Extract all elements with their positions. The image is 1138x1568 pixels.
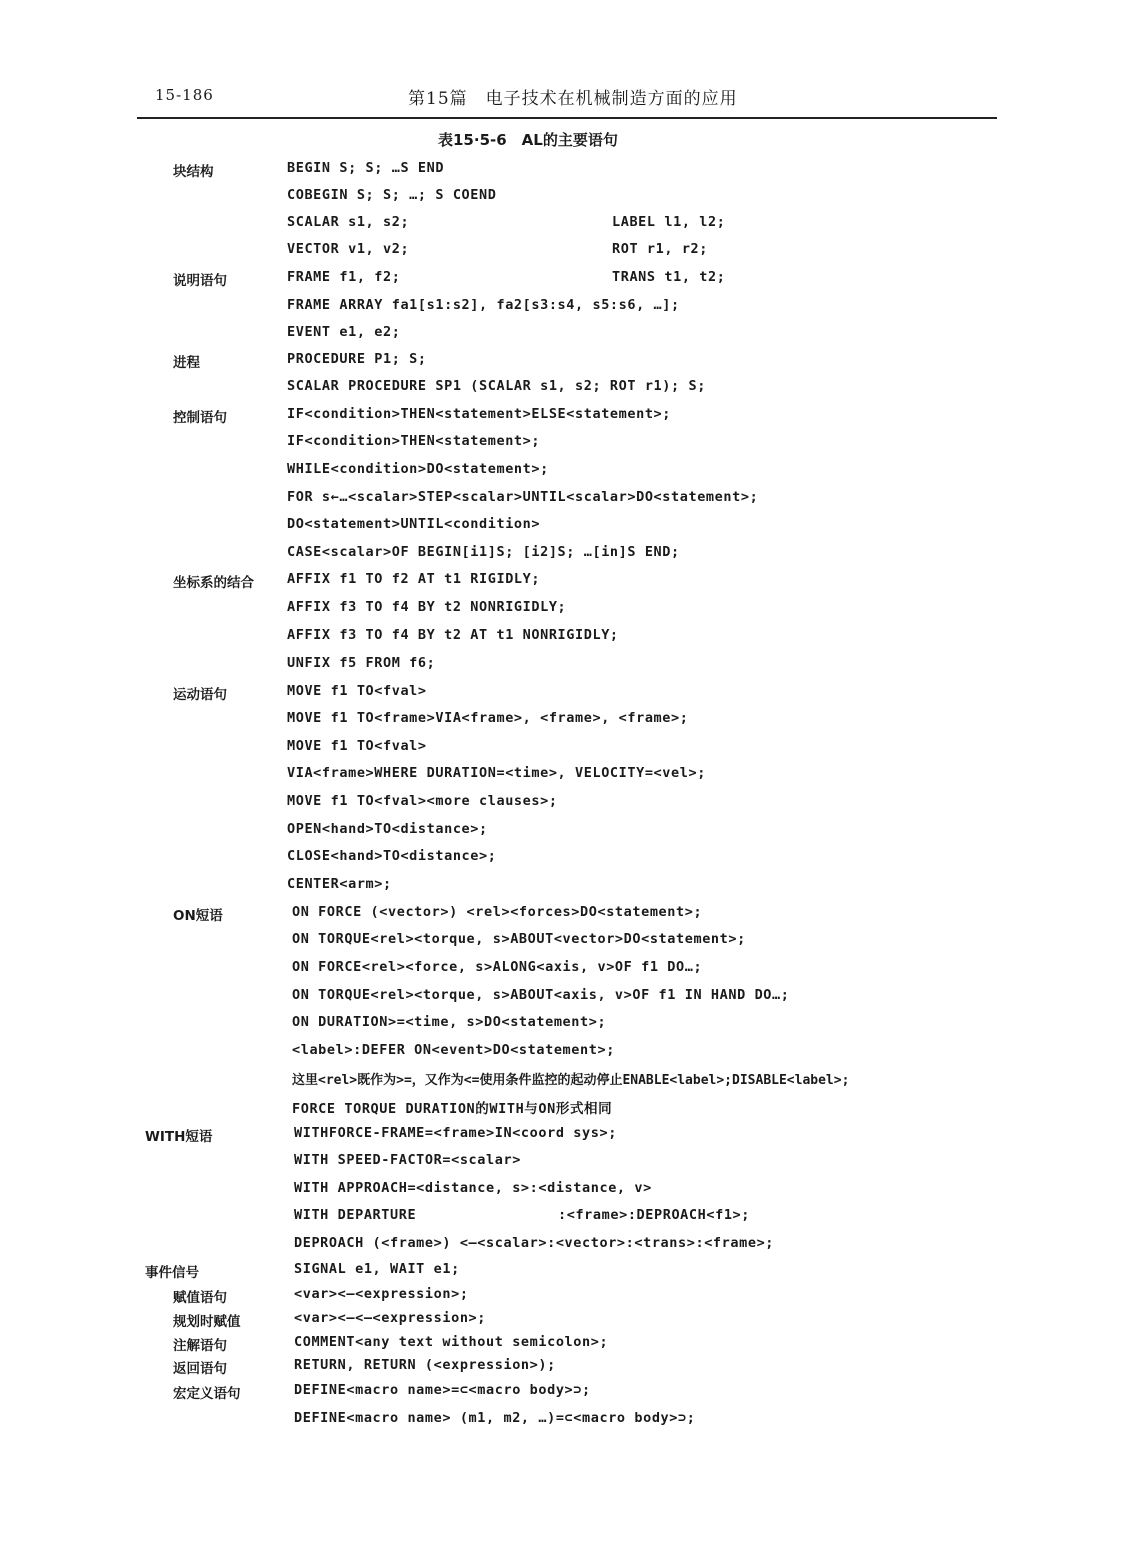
row-code: IF<condition>THEN<statement>;	[287, 433, 541, 449]
row-code: VIA<frame>WHERE DURATION=<time>, VELOCITY=<vel>;	[287, 765, 706, 781]
row-code: ON TORQUE<rel><torque, s>ABOUT<vector>DO<statement>;	[292, 931, 746, 947]
table-row	[0, 1382, 1138, 1404]
row-label: 说明语句	[173, 273, 227, 289]
table-row	[0, 848, 1138, 870]
row-label: 控制语句	[173, 410, 227, 426]
row-code: DO<statement>UNTIL<condition>	[287, 516, 541, 532]
table-row	[0, 1261, 1138, 1283]
row-code: WHILE<condition>DO<statement>;	[287, 461, 549, 477]
row-code: FRAME ARRAY fa1[s1:s2], fa2[s3:s4, s5:s6, …];	[287, 297, 680, 313]
row-code: WITH APPROACH=<distance, s>:<distance, v>	[294, 1180, 652, 1196]
table-row	[0, 160, 1138, 182]
table-row	[0, 1097, 1138, 1119]
row-label: 注解语句	[173, 1338, 227, 1354]
row-code: BEGIN S; S; …S END	[287, 160, 445, 176]
row-code: UNFIX f5 FROM f6;	[287, 655, 436, 671]
table-row	[0, 544, 1138, 566]
row-code: VECTOR v1, v2;	[287, 241, 410, 257]
row-code: COMMENT<any text without semicolon>;	[294, 1334, 609, 1350]
table-row	[0, 351, 1138, 373]
row-code: CENTER<arm>;	[287, 876, 392, 892]
row-label: 返回语句	[173, 1361, 227, 1377]
row-code: MOVE f1 TO<fval>	[287, 738, 427, 754]
row-label: 坐标系的结合	[173, 575, 254, 591]
table-row	[0, 214, 1138, 236]
table-row	[0, 765, 1138, 787]
table-row	[0, 433, 1138, 455]
row-code: 这里<rel>既作为>=，又作为<=使用条件监控的起动停止ENABLE<label>;DISABLE<label>;	[292, 1073, 850, 1088]
row-code: AFFIX f3 TO f4 BY t2 NONRIGIDLY;	[287, 599, 567, 615]
table-row	[0, 876, 1138, 898]
row-code: PROCEDURE P1; S;	[287, 351, 427, 367]
row-code: SCALAR s1, s2;	[287, 214, 410, 230]
table-row	[0, 959, 1138, 981]
table-row	[0, 378, 1138, 400]
row-code: DEPROACH (<frame>) <—<scalar>:<vector>:<trans>:<frame>;	[294, 1235, 775, 1251]
table-row	[0, 1042, 1138, 1064]
table-row	[0, 627, 1138, 649]
row-code: COBEGIN S; S; …; S COEND	[287, 187, 497, 203]
table-row	[0, 1014, 1138, 1036]
row-label: 块结构	[173, 164, 214, 180]
table-row	[0, 1410, 1138, 1432]
row-code: RETURN, RETURN (<expression>);	[294, 1357, 556, 1373]
table-row	[0, 683, 1138, 705]
table-row	[0, 793, 1138, 815]
row-code: AFFIX f1 TO f2 AT t1 RIGIDLY;	[287, 571, 541, 587]
table-row	[0, 1334, 1138, 1356]
row-code: MOVE f1 TO<fval><more clauses>;	[287, 793, 558, 809]
row-code: <var><—<expression>;	[294, 1286, 469, 1302]
row-code: WITH DEPARTURE	[294, 1207, 417, 1223]
row-code: WITHFORCE-FRAME=<frame>IN<coord sys>;	[294, 1125, 617, 1141]
table-row	[0, 904, 1138, 926]
row-code: FRAME f1, f2;	[287, 269, 401, 285]
row-code: ON TORQUE<rel><torque, s>ABOUT<axis, v>OF f1 IN HAND DO…;	[292, 987, 790, 1003]
table-row	[0, 821, 1138, 843]
row-label: WITH短语	[145, 1129, 213, 1145]
table-row	[0, 599, 1138, 621]
row-code-secondary: TRANS t1, t2;	[612, 269, 726, 285]
row-code: FOR s←…<scalar>STEP<scalar>UNTIL<scalar>DO<statement>;	[287, 489, 759, 505]
table-row	[0, 1357, 1138, 1379]
table-row	[0, 241, 1138, 263]
table-row	[0, 710, 1138, 732]
row-label: ON短语	[173, 908, 223, 924]
table-row	[0, 406, 1138, 428]
table-row	[0, 931, 1138, 953]
row-code: FORCE TORQUE DURATION的WITH与ON形式相同	[292, 1101, 613, 1117]
row-code: DEFINE<macro name>=⊂<macro body>⊃;	[294, 1382, 591, 1398]
table-row	[0, 1310, 1138, 1332]
row-label: 赋值语句	[173, 1290, 227, 1306]
row-code: CLOSE<hand>TO<distance>;	[287, 848, 497, 864]
table-row	[0, 1125, 1138, 1147]
row-code: SIGNAL e1, WAIT e1;	[294, 1261, 460, 1277]
table-row	[0, 1286, 1138, 1308]
part-title: 第15篇 电子技术在机械制造方面的应用	[408, 89, 738, 109]
table-row	[0, 489, 1138, 511]
table-row	[0, 738, 1138, 760]
table-row	[0, 461, 1138, 483]
table-row	[0, 655, 1138, 677]
table-row	[0, 516, 1138, 538]
row-code: EVENT e1, e2;	[287, 324, 401, 340]
row-code-secondary: LABEL l1, l2;	[612, 214, 726, 230]
table-row	[0, 187, 1138, 209]
row-code: DEFINE<macro name> (m1, m2, …)=⊂<macro body>⊃;	[294, 1410, 696, 1426]
row-code-secondary: :<frame>:DEPROACH<f1>;	[558, 1207, 751, 1223]
row-code: <label>:DEFER ON<event>DO<statement>;	[292, 1042, 615, 1058]
row-code: IF<condition>THEN<statement>ELSE<statement>;	[287, 406, 672, 422]
table-row	[0, 1207, 1138, 1229]
table-row	[0, 1180, 1138, 1202]
row-label: 宏定义语句	[173, 1386, 241, 1402]
row-label: 规划时赋值	[173, 1314, 241, 1330]
table-row	[0, 297, 1138, 319]
table-row	[0, 1069, 1138, 1091]
row-code: SCALAR PROCEDURE SP1 (SCALAR s1, s2; ROT r1); S;	[287, 378, 706, 394]
row-label: 进程	[173, 355, 200, 371]
row-code: CASE<scalar>OF BEGIN[i1]S; [i2]S; …[in]S END;	[287, 544, 680, 560]
row-code: ON DURATION>=<time, s>DO<statement>;	[292, 1014, 607, 1030]
row-code: ON FORCE<rel><force, s>ALONG<axis, v>OF f1 DO…;	[292, 959, 703, 975]
row-label: 运动语句	[173, 687, 227, 703]
page-number: 15-186	[155, 86, 214, 104]
table-row	[0, 571, 1138, 593]
table-row	[0, 1235, 1138, 1257]
row-code: OPEN<hand>TO<distance>;	[287, 821, 488, 837]
row-code: AFFIX f3 TO f4 BY t2 AT t1 NONRIGIDLY;	[287, 627, 619, 643]
row-code: MOVE f1 TO<fval>	[287, 683, 427, 699]
table-row	[0, 1152, 1138, 1174]
table-row	[0, 987, 1138, 1009]
row-code: ON FORCE (<vector>) <rel><forces>DO<statement>;	[292, 904, 703, 920]
row-code: <var><—<—<expression>;	[294, 1310, 487, 1326]
table-row	[0, 324, 1138, 346]
row-code-secondary: ROT r1, r2;	[612, 241, 709, 257]
row-label: 事件信号	[145, 1265, 199, 1281]
row-code: MOVE f1 TO<frame>VIA<frame>, <frame>, <frame>;	[287, 710, 689, 726]
table-title: 表15·5-6 AL的主要语句	[438, 131, 618, 149]
table-row	[0, 269, 1138, 291]
row-code: WITH SPEED-FACTOR=<scalar>	[294, 1152, 521, 1168]
